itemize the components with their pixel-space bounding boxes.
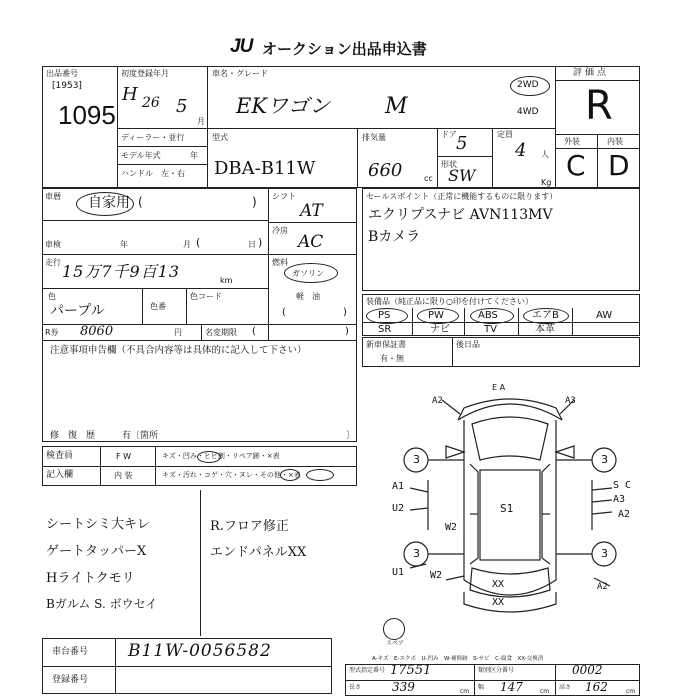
expiry-open: ( bbox=[252, 326, 256, 337]
model-type: DBA-B11W bbox=[214, 158, 316, 179]
dims-type-no: 17551 bbox=[390, 663, 432, 678]
wet-circle bbox=[280, 469, 300, 481]
mark-top: E A bbox=[492, 383, 506, 392]
entry-label: 記入欄 bbox=[46, 470, 74, 480]
fw-items: キズ・凹み・ヒビ割・リペア跡・×表 bbox=[162, 452, 280, 460]
doors: 5 bbox=[456, 133, 468, 154]
car-name: EKワゴン bbox=[236, 94, 331, 118]
shape-label: 形状 bbox=[441, 160, 457, 169]
dims-width: 147 bbox=[500, 680, 523, 694]
equip-tv: TV bbox=[484, 324, 497, 335]
mark-s1: S1 bbox=[500, 502, 514, 515]
fuel-value: ガソリン bbox=[292, 269, 324, 278]
inspection-open: ( bbox=[196, 236, 201, 249]
tire-rr: 3 bbox=[601, 547, 608, 560]
fw-label: F W bbox=[116, 452, 132, 461]
history-close: ) bbox=[252, 195, 257, 209]
remark-right-2: エンドパネルXX bbox=[210, 545, 307, 560]
spare-circle bbox=[383, 618, 405, 640]
dims-height: 162 bbox=[585, 680, 608, 694]
ac-label: 冷房 bbox=[272, 226, 288, 235]
lot-label: 出品番号 bbox=[46, 69, 78, 78]
inspector-label: 検査員 bbox=[46, 451, 74, 461]
remark-left-3: Hライトクモリ bbox=[46, 571, 135, 586]
first-reg-label: 初度登録年月 bbox=[121, 69, 169, 78]
int-items: キズ・汚れ・コゲ・穴・ヌレ・その他・×表 bbox=[162, 471, 301, 479]
fuel-label: 燃料 bbox=[272, 258, 288, 267]
remark-left-4: Bガルム S. ボウセイ bbox=[46, 597, 158, 611]
fuel-oil: 軽 油 bbox=[296, 292, 320, 301]
first-reg-month: 5 bbox=[176, 96, 188, 117]
score-value: R bbox=[585, 83, 613, 129]
color-label: 色 bbox=[48, 292, 56, 301]
mark-a1: A1 bbox=[392, 481, 405, 492]
inspection-day: 日 bbox=[248, 240, 256, 249]
equip-navi: ナビ bbox=[430, 324, 450, 335]
displacement-label: 排気量 bbox=[362, 133, 386, 142]
remark-right-1: R.フロア修正 bbox=[210, 519, 289, 534]
chassis-value: B11W-0056582 bbox=[128, 641, 272, 661]
capacity: 4 bbox=[515, 140, 527, 161]
shift-value: AT bbox=[300, 201, 323, 221]
color-value: パープル bbox=[50, 303, 105, 319]
interior-label: 内 装 bbox=[114, 471, 133, 480]
equip-airbag: エアB bbox=[532, 310, 559, 321]
history-open: ( bbox=[138, 195, 143, 209]
dims-length: 339 bbox=[392, 680, 415, 694]
handle-label: ハンドル 左・右 bbox=[121, 169, 185, 178]
first-reg-month-unit: 月 bbox=[197, 117, 205, 126]
shift-label: シフト bbox=[272, 192, 296, 201]
score-int: D bbox=[608, 149, 630, 182]
stain-circle bbox=[197, 451, 221, 463]
other-circle bbox=[306, 469, 334, 481]
model-year-unit: 年 bbox=[190, 151, 198, 160]
tire-rl: 3 bbox=[413, 547, 420, 560]
mark-xx1: XX bbox=[492, 579, 505, 590]
history-value: 自家用 bbox=[88, 195, 130, 211]
fuel-close: ) bbox=[343, 307, 347, 318]
dims-height-label: 高さ bbox=[559, 684, 572, 691]
score-ext-label: 外装 bbox=[564, 137, 580, 146]
equip-ps: PS bbox=[378, 310, 391, 321]
expiry-label: 名変期限 bbox=[205, 328, 237, 337]
sales-point-line2: Bカメラ bbox=[368, 229, 421, 245]
dims-class-label: 類別区分番号 bbox=[478, 667, 515, 674]
inspection-label: 車検 bbox=[45, 240, 61, 249]
score-int-label: 内装 bbox=[607, 137, 623, 146]
doors-label: ドア bbox=[441, 130, 457, 139]
warranty-label: 新車保証書 bbox=[366, 340, 406, 349]
equip-abs: ABS bbox=[478, 310, 498, 321]
ac-value: AC bbox=[298, 232, 324, 252]
capacity-unit: 人 bbox=[541, 150, 549, 159]
mileage-unit: km bbox=[220, 276, 233, 285]
tire-fr: 3 bbox=[601, 453, 608, 466]
equip-sr: SR bbox=[378, 324, 392, 335]
mark-u1: U1 bbox=[392, 567, 405, 578]
lot-number: 1095 bbox=[58, 100, 116, 130]
dims-width-label: 幅 bbox=[478, 684, 485, 691]
equip-leather: 本革 bbox=[535, 324, 555, 335]
equip-aw: AW bbox=[596, 310, 613, 321]
mark-w2-low: W2 bbox=[430, 570, 443, 581]
dims-width-unit: cm bbox=[540, 688, 550, 695]
reg-label: 登録番号 bbox=[52, 675, 89, 685]
color-no-label: 色番 bbox=[150, 302, 166, 311]
dims-height-unit: cm bbox=[626, 688, 636, 695]
drive-4wd: 4WD bbox=[517, 107, 539, 117]
lot-code: [1953] bbox=[52, 81, 82, 91]
dealer-label: ディーラー・並行 bbox=[121, 133, 185, 142]
mileage: 15万7千9百13 bbox=[62, 262, 181, 281]
mark-xx2: XX bbox=[492, 597, 505, 608]
recycle-label: R券 bbox=[45, 328, 59, 337]
inspection-month: 月 bbox=[183, 240, 191, 249]
dims-length-unit: cm bbox=[460, 688, 470, 695]
drive-2wd: 2WD bbox=[517, 80, 539, 90]
first-reg-era: H bbox=[122, 84, 138, 105]
mark-a2: A2 bbox=[618, 509, 631, 520]
remark-left-2: ゲートタッパーX bbox=[46, 544, 147, 559]
inspection-close: ) bbox=[258, 236, 263, 249]
capacity-label: 定員 bbox=[497, 130, 513, 139]
color-code-label: 色コード bbox=[190, 292, 222, 301]
model-year-label: モデル年式 bbox=[121, 151, 161, 160]
mark-u2: U2 bbox=[392, 503, 405, 514]
equip-pw: PW bbox=[428, 310, 444, 321]
notice-label: 注意事項申告欄（不具合内容等は具体的に記入して下さい） bbox=[50, 345, 307, 356]
car-grade: M bbox=[385, 94, 408, 119]
tire-fl: 3 bbox=[413, 453, 420, 466]
mark-a3-tr: A3 bbox=[565, 396, 576, 406]
model-type-label: 型式 bbox=[212, 133, 228, 142]
recycle-value: 8060 bbox=[80, 324, 114, 339]
inspection-year: 年 bbox=[120, 240, 128, 249]
repair-label: 修 復 歴 有〔箇所 bbox=[50, 431, 159, 441]
first-reg-year: 26 bbox=[142, 95, 160, 111]
remark-left-1: シートシミ大キレ bbox=[46, 517, 150, 532]
mileage-label: 走行 bbox=[45, 258, 61, 267]
mark-a2-br: A2 bbox=[597, 582, 608, 592]
expiry-close: ) bbox=[345, 326, 349, 337]
fuel-open: ( bbox=[282, 307, 286, 318]
sales-point-label: セールスポイント（正常に機能するものに限ります） bbox=[366, 192, 558, 201]
warranty-options: 有・無 bbox=[380, 354, 404, 363]
mark-a3: A3 bbox=[613, 494, 626, 505]
sales-point-line1: エクリプスナビ AVN113MV bbox=[368, 207, 553, 223]
car-name-label: 車名・グレード bbox=[212, 69, 268, 78]
score-ext: C bbox=[566, 149, 586, 182]
displacement-unit: cc bbox=[424, 174, 433, 183]
recycle-unit: 円 bbox=[174, 328, 182, 337]
dims-type-label: 型式指定番号 bbox=[349, 667, 386, 674]
equipment-label: 装備品（純正品に限り○印を付けてください） bbox=[366, 297, 533, 306]
logo: JU bbox=[230, 36, 253, 57]
legend: A-キズ E-エクボ U-凹み W-補修跡 S-サビ C-腐食 XX-交換済 bbox=[372, 656, 544, 662]
spare-label: スペア bbox=[386, 640, 405, 647]
shape: SW bbox=[448, 166, 476, 185]
mark-w2-mid: W2 bbox=[445, 522, 458, 533]
page-title: オークション出品申込書 bbox=[262, 40, 427, 58]
mark-sc: S C bbox=[613, 480, 632, 491]
chassis-label: 車台番号 bbox=[52, 647, 89, 657]
mark-a2-tl: A2 bbox=[432, 396, 443, 406]
history-label: 車暦 bbox=[45, 192, 61, 201]
weight-unit: Kg bbox=[541, 178, 552, 187]
after-label: 後日品 bbox=[456, 340, 480, 349]
dims-length-label: 長さ bbox=[349, 684, 362, 691]
score-label: 評価点 bbox=[573, 68, 610, 78]
displacement: 660 bbox=[368, 160, 403, 181]
dims-class-no: 0002 bbox=[572, 663, 603, 677]
repair-close: 〕 bbox=[346, 431, 356, 441]
